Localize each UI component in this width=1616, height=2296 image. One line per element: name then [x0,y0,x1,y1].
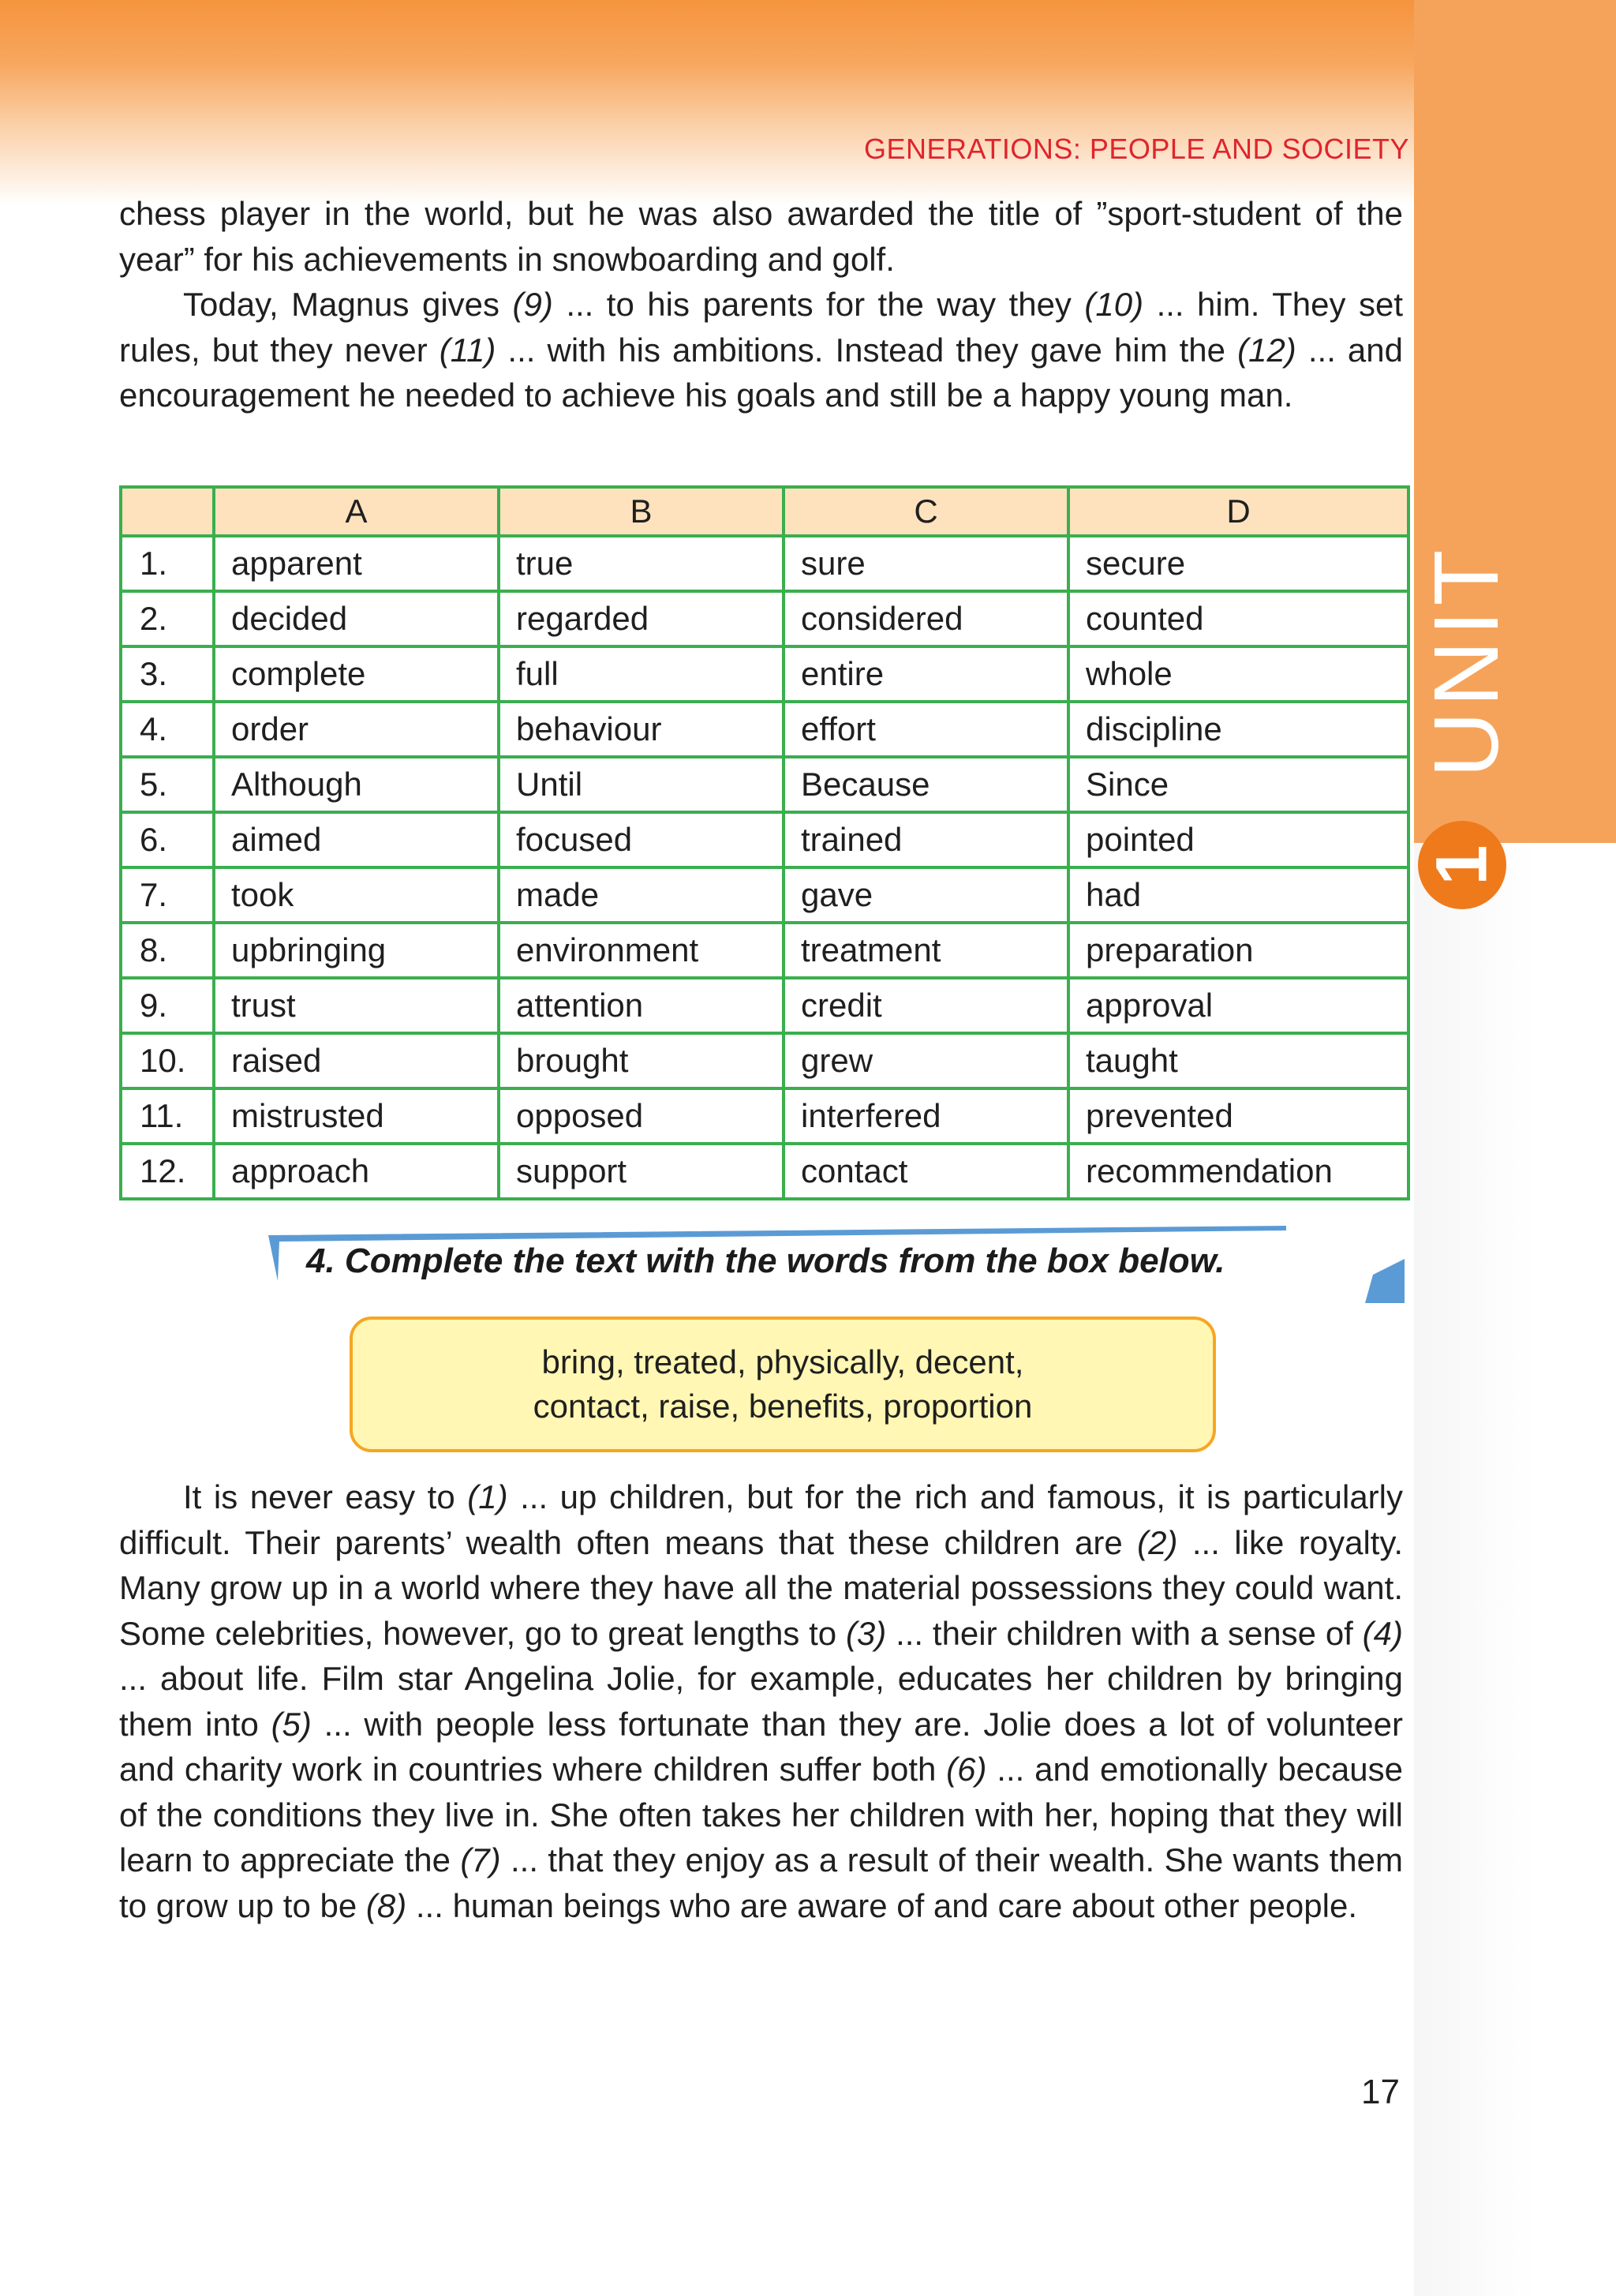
gap-number: (9) [512,286,553,323]
gap-number: (12) [1237,331,1296,369]
option-cell: brought [499,1033,784,1088]
running-head: GENERATIONS: PEOPLE AND SOCIETY [864,133,1409,165]
option-cell: approval [1068,978,1408,1033]
option-cell: full [499,646,784,702]
passage-text-run: ... up children, but for the rich and famous, it is particularly difficult. Their parents’ wealth often means that these children are [119,1478,1403,1561]
option-cell: whole [1068,646,1408,702]
option-cell: pointed [1068,812,1408,867]
option-cell: aimed [214,812,499,867]
option-cell: counted [1068,591,1408,646]
table-row [121,867,1408,923]
word-box-line-2: contact, raise, benefits, proportion [533,1388,1033,1425]
passage-text-run: It is never easy to [183,1478,468,1515]
option-cell: Although [214,757,499,812]
gap-number: (7) [460,1841,501,1878]
option-cell: secure [1068,536,1408,591]
passage-text-run: ... like royalty. Many grow up in a world where they have all the material possessions they could want. Some celebrities, however, go to great lengths to [119,1523,1403,1652]
option-cell: took [214,867,499,923]
unit-label: UNIT [1415,545,1517,778]
unit-number-badge [1418,821,1506,909]
option-cell: trained [784,812,1068,867]
option-cell: effort [784,702,1068,757]
table-row [121,757,1408,812]
item-number-cell: 9. [121,978,214,1033]
passage-text-run: ... with people less fortunate than they are. Jolie does a lot of volunteer and charity work in countries where children suffer both [119,1705,1403,1788]
gap-number: (8) [365,1886,407,1924]
option-cell: opposed [499,1088,784,1144]
item-number-cell: 6. [121,812,214,867]
option-cell: focused [499,812,784,867]
column-header-a: A [214,487,499,536]
gap-number: (3) [845,1614,887,1652]
word-box-line-1: bring, treated, physically, decent, [541,1343,1024,1380]
item-number-cell: 2. [121,591,214,646]
option-cell: Until [499,757,784,812]
item-number-cell: 7. [121,867,214,923]
option-cell: gave [784,867,1068,923]
table-row [121,591,1408,646]
option-cell: had [1068,867,1408,923]
intro-text-run: ... with his ambitions. Instead they gave him the [496,331,1238,369]
intro-paragraph-1: chess player in the world, but he was also awarded the title of ”sport-student of the year” for his achievements in snowboarding and golf. [119,195,1403,278]
column-header-c: C [784,487,1068,536]
page-number: 17 [1361,2073,1400,2111]
gap-number: (2) [1137,1523,1178,1561]
gap-number: (10) [1084,286,1144,323]
item-number-cell: 11. [121,1088,214,1144]
gap-number: (5) [271,1705,312,1743]
passage-text-run: ... about life. Film star Angelina Jolie, for example, educates her children by bringing them into [119,1660,1403,1743]
task-4-title: 4. Complete the text with the words from the box below. [306,1242,1225,1280]
option-cell: raised [214,1033,499,1088]
passage-text-run: ... human beings who are aware of and care about other people. [406,1886,1358,1924]
task-4-banner [268,1226,1405,1303]
passage-text-run: ... their children with a sense of [886,1614,1363,1652]
intro-text-run: ... to his parents for the way they [552,286,1085,323]
passage-text-run: ... and emotionally because of the conditions they live in. She often takes her children with her, hoping that they will learn to appreciate the [119,1751,1403,1878]
option-cell: discipline [1068,702,1408,757]
option-cell: credit [784,978,1068,1033]
option-cell: upbringing [214,923,499,978]
item-number-cell: 8. [121,923,214,978]
header-corner-cell [121,487,214,536]
option-cell: Since [1068,757,1408,812]
option-cell: decided [214,591,499,646]
gap-number: (6) [946,1751,987,1788]
table-row [121,702,1408,757]
option-cell: support [499,1144,784,1199]
intro-text-run: Today, Magnus gives [183,286,513,323]
option-cell: attention [499,978,784,1033]
option-cell: behaviour [499,702,784,757]
header-gradient [0,0,1414,205]
option-cell: made [499,867,784,923]
option-cell: considered [784,591,1068,646]
intro-text-run: ... and encouragement he needed to achieve his goals and still be a happy young man. [119,331,1404,414]
option-cell: apparent [214,536,499,591]
gap-number: (4) [1362,1614,1403,1652]
table-row [121,646,1408,702]
item-number-cell: 10. [121,1033,214,1088]
item-number-cell: 3. [121,646,214,702]
item-number-cell: 1. [121,536,214,591]
option-cell: order [214,702,499,757]
option-cell: regarded [499,591,784,646]
option-cell: entire [784,646,1068,702]
option-cell: Because [784,757,1068,812]
option-cell: interfered [784,1088,1068,1144]
option-cell: true [499,536,784,591]
passage-text [119,1474,1403,1928]
table-row [121,1088,1408,1144]
table-row [121,536,1408,591]
gap-number: (1) [467,1478,508,1515]
option-cell: taught [1068,1033,1408,1088]
intro-paragraph-2 [119,282,1403,418]
table-row [121,923,1408,978]
unit-number: 1 [1421,845,1502,886]
option-cell: mistrusted [214,1088,499,1144]
table-row [121,978,1408,1033]
word-box [350,1317,1216,1452]
table-row [121,1033,1408,1088]
option-cell: environment [499,923,784,978]
intro-text [119,191,1403,418]
passage-paragraph [119,1474,1403,1928]
column-header-b: B [499,487,784,536]
passage-text-run: ... that they enjoy as a result of their wealth. She wants them to grow up to be [119,1841,1403,1924]
option-cell: approach [214,1144,499,1199]
item-number-cell: 4. [121,702,214,757]
option-cell: contact [784,1144,1068,1199]
column-header-d: D [1068,487,1408,536]
option-cell: treatment [784,923,1068,978]
option-cell: prevented [1068,1088,1408,1144]
answer-options-table [119,485,1410,1200]
option-cell: grew [784,1033,1068,1088]
option-cell: sure [784,536,1068,591]
intro-text-run: ... him. They set rules, but they never [119,286,1403,369]
page-margin-strip [1414,843,1616,2296]
option-cell: complete [214,646,499,702]
option-cell: preparation [1068,923,1408,978]
gap-number: (11) [439,331,496,369]
option-cell: trust [214,978,499,1033]
option-cell: recommendation [1068,1144,1408,1199]
table-header-row [121,487,1408,536]
item-number-cell: 5. [121,757,214,812]
item-number-cell: 12. [121,1144,214,1199]
table-row [121,812,1408,867]
table-row [121,1144,1408,1199]
